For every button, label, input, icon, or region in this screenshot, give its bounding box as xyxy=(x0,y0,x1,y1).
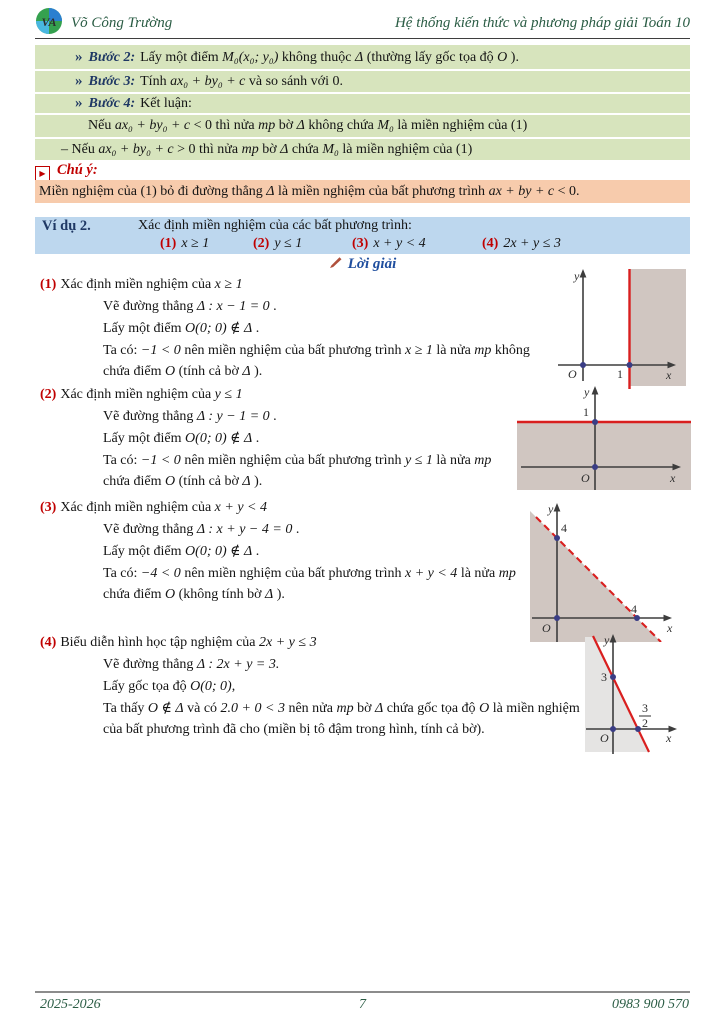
y-axis-arrow xyxy=(580,269,587,278)
step-label: Bước 2: xyxy=(88,50,136,65)
item-number: (1) xyxy=(160,236,177,251)
document-title: Hệ thống kiến thức và phương pháp giải Toán 10 xyxy=(394,15,690,31)
note-label: Chú ý: xyxy=(57,162,98,178)
method-step-3 xyxy=(35,71,690,92)
part-title xyxy=(40,632,600,653)
case-text: Nếu ax₀ + by₀ + c < 0 thì nửa mp bờ Δ không chứa M₀ là miền nghiệm của (1) xyxy=(88,118,528,133)
footer-phone: 0983 900 570 xyxy=(612,997,689,1012)
step-text: Lấy một điểm M₀(x₀; y₀) không thuộc Δ (thường lấy gốc tọa độ O ). xyxy=(140,50,519,65)
note-text: Miền nghiệm của (1) bỏ đi đường thẳng Δ là miền nghiệm của bất phương trình ax + by + c < 0. xyxy=(39,184,580,199)
author-name: Võ Công Trường xyxy=(71,15,173,31)
shaded-region xyxy=(517,422,691,490)
item-expression: x + y < 4 xyxy=(373,236,426,251)
solution-line: Ta có: −1 < 0 nên miền nghiệm của bất phương trình y ≤ 1 là nửa mp chứa điểm O (tính cả bờ Δ ). xyxy=(103,453,492,489)
header-divider xyxy=(35,38,690,39)
part-title xyxy=(40,497,532,518)
double-chevron-icon: » xyxy=(75,73,83,89)
x-intercept-point xyxy=(635,726,641,732)
play-icon: ▶ xyxy=(35,166,50,181)
part-title-text: Biểu diễn hình học tập nghiệm của 2x + y ≤ 3 xyxy=(60,635,317,650)
example-prompt: Xác định miền nghiệm của các bất phương trình: xyxy=(138,218,412,233)
y-intercept-point xyxy=(610,674,616,680)
solution-line: Ta thấy O ∉ Δ và có 2.0 + 0 < 3 nên nửa mp bờ Δ chứa gốc tọa độ O là miền nghiệm của bất phương trình đã cho (miền bị tô đậm trong hình, tính cả bờ). xyxy=(103,701,580,737)
figure-region-x-ge-1 xyxy=(556,269,692,389)
part-title-text: Xác định miền nghiệm của y ≤ 1 xyxy=(60,387,243,402)
x-axis-label: x xyxy=(667,621,673,635)
y-axis-arrow xyxy=(592,386,599,395)
pen-icon xyxy=(329,257,343,269)
y-axis-label: y xyxy=(604,634,610,647)
origin-label: O xyxy=(581,471,590,485)
part-title xyxy=(40,274,558,295)
item-expression: x ≥ 1 xyxy=(181,236,210,251)
footer-year: 2025-2026 xyxy=(40,997,101,1012)
x-tick-fraction-numerator: 3 xyxy=(642,701,648,715)
example-item-1 xyxy=(160,236,209,252)
solution-part-3 xyxy=(40,497,532,605)
part-number: (4) xyxy=(40,635,57,650)
example-2-block xyxy=(35,217,690,254)
page-header xyxy=(35,8,690,38)
item-expression: y ≤ 1 xyxy=(274,236,303,251)
method-step-4 xyxy=(35,94,690,113)
example-label: Ví dụ 2. xyxy=(42,218,91,234)
shaded-region xyxy=(629,269,686,386)
part-number: (1) xyxy=(40,277,57,292)
solution-line: Vẽ đường thẳng Δ : x + y − 4 = 0 . xyxy=(103,522,300,537)
y-axis-label: y xyxy=(574,269,580,283)
footer-page-number: 7 xyxy=(359,997,366,1012)
figure-region-2x-plus-y-le-3 xyxy=(583,634,697,756)
solution-line: Lấy gốc tọa độ O(0; 0), xyxy=(103,679,236,694)
solution-part-4 xyxy=(40,632,600,740)
y-tick-label: 1 xyxy=(583,405,589,419)
y-tick-label: 3 xyxy=(601,670,607,684)
y-intercept-point xyxy=(554,535,560,541)
solution-part-2 xyxy=(40,384,520,492)
origin-point xyxy=(554,615,560,621)
double-chevron-icon: » xyxy=(75,95,83,111)
method-case-positive xyxy=(35,139,690,160)
item-number: (2) xyxy=(253,236,270,251)
figure-region-y-le-1 xyxy=(517,386,691,490)
origin-label: O xyxy=(600,731,609,745)
solution-line: Vẽ đường thẳng Δ : x − 1 = 0 . xyxy=(103,299,277,314)
origin-point xyxy=(610,726,616,732)
item-expression: 2x + y ≤ 3 xyxy=(503,236,561,251)
logo-text: VA xyxy=(41,15,57,29)
origin-point xyxy=(592,464,598,470)
example-item-2 xyxy=(253,236,302,252)
item-number: (3) xyxy=(352,236,369,251)
solution-line: Vẽ đường thẳng Δ : 2x + y = 3. xyxy=(103,657,280,672)
solution-line: Ta có: −1 < 0 nên miền nghiệm của bất phương trình x ≥ 1 là nửa mp không chứa điểm O (tính cả bờ Δ ). xyxy=(103,343,530,379)
x-axis-label: x xyxy=(666,731,672,745)
x-tick-fraction-denominator: 2 xyxy=(642,716,648,730)
solution-line: Lấy một điểm O(0; 0) ∉ Δ . xyxy=(103,431,260,446)
x-axis-label: x xyxy=(666,368,672,382)
brand-logo-icon xyxy=(35,7,63,35)
part-title xyxy=(40,384,520,405)
method-case-negative xyxy=(35,115,690,137)
solution-line: Lấy một điểm O(0; 0) ∉ Δ . xyxy=(103,321,260,336)
step-text: Tính ax₀ + by₀ + c và so sánh với 0. xyxy=(140,74,343,89)
step-label: Bước 3: xyxy=(88,74,136,89)
solution-line: Lấy một điểm O(0; 0) ∉ Δ . xyxy=(103,544,260,559)
y-axis-label: y xyxy=(548,503,554,516)
x-axis-label: x xyxy=(670,471,676,485)
figure-region-x-plus-y-lt-4 xyxy=(528,503,700,642)
example-item-4 xyxy=(482,236,561,252)
y-axis-arrow xyxy=(610,634,617,643)
solution-line: Vẽ đường thẳng Δ : y − 1 = 0 . xyxy=(103,409,277,424)
example-item-3 xyxy=(352,236,426,252)
double-chevron-icon: » xyxy=(75,49,83,65)
origin-label: O xyxy=(542,621,551,635)
footer-divider xyxy=(35,991,690,993)
note-heading xyxy=(35,161,98,179)
solution-line: Ta có: −4 < 0 nên miền nghiệm của bất phương trình x + y < 4 là nửa mp chứa điểm O (không tính bờ Δ ). xyxy=(103,566,516,602)
y-tick-label: 4 xyxy=(561,521,567,535)
solution-part-1 xyxy=(40,274,558,382)
case-text: – Nếu ax₀ + by₀ + c > 0 thì nửa mp bờ Δ chứa M₀ là miền nghiệm của (1) xyxy=(61,142,473,157)
y-axis-arrow xyxy=(554,503,561,512)
intercept-point xyxy=(592,419,598,425)
x-tick-label: 4 xyxy=(631,602,637,616)
shaded-region xyxy=(585,637,649,752)
note-body xyxy=(35,180,690,203)
part-number: (2) xyxy=(40,387,57,402)
step-text: Kết luận: xyxy=(140,96,192,111)
part-title-text: Xác định miền nghiệm của x + y < 4 xyxy=(60,500,267,515)
intercept-point xyxy=(627,362,633,368)
part-number: (3) xyxy=(40,500,57,515)
part-title-text: Xác định miền nghiệm của x ≥ 1 xyxy=(60,277,243,292)
origin-point xyxy=(580,362,586,368)
x-tick-label: 1 xyxy=(617,367,623,381)
origin-label: O xyxy=(568,367,577,381)
method-step-2 xyxy=(35,45,690,69)
step-label: Bước 4: xyxy=(88,96,136,111)
y-axis-label: y xyxy=(584,386,590,399)
solution-label: Lời giải xyxy=(347,256,397,272)
item-number: (4) xyxy=(482,236,499,251)
